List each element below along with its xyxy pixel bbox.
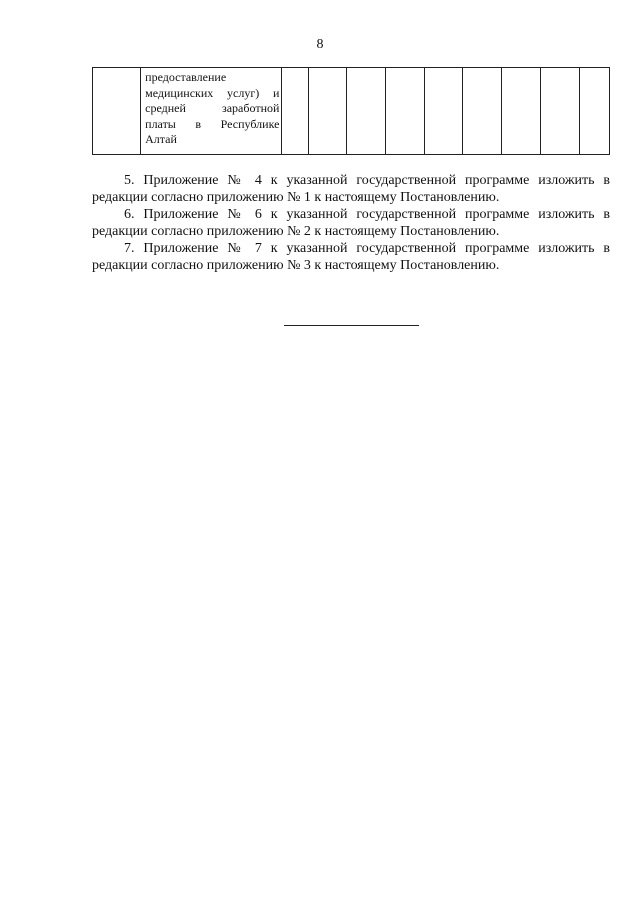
- table-cell-number: [93, 68, 141, 155]
- paragraph-line: 7. Приложение № 7 к указанной государственной программе изложить в: [124, 241, 610, 256]
- description-line: Алтай: [145, 132, 177, 146]
- description-line: платы в Республике: [145, 116, 280, 131]
- table-cell-empty: [347, 68, 386, 155]
- end-of-document-rule: [284, 325, 419, 326]
- paragraph-item-5: [92, 172, 610, 206]
- paragraph-line: 5. Приложение № 4 к указанной государственной программе изложить в: [124, 173, 610, 188]
- table-cell-empty: [424, 68, 463, 155]
- table-cell-empty: [502, 68, 541, 155]
- paragraph-line: 6. Приложение № 6 к указанной государственной программе изложить в: [124, 207, 610, 222]
- table-cell-empty: [540, 68, 579, 155]
- description-line: средней заработной: [145, 101, 280, 115]
- table-cell-description: [141, 68, 282, 155]
- table-cell-empty: [579, 68, 609, 155]
- table-cell-empty: [282, 68, 308, 155]
- table-row: [93, 68, 610, 155]
- paragraph-line: редакции согласно приложению № 1 к настоящему Постановлению.: [92, 190, 500, 205]
- table-cell-empty: [386, 68, 425, 155]
- paragraph-line: редакции согласно приложению № 3 к настоящему Постановлению.: [92, 258, 500, 273]
- paragraph-line: редакции согласно приложению № 2 к настоящему Постановлению.: [92, 224, 500, 239]
- table-cell-empty: [463, 68, 502, 155]
- continuation-table: [92, 67, 610, 155]
- body-text: [92, 172, 610, 274]
- description-line: медицинских услуг) и: [145, 85, 280, 100]
- paragraph-item-7: [92, 240, 610, 274]
- table-cell-empty: [308, 68, 347, 155]
- paragraph-item-6: [92, 206, 610, 240]
- page-number: 8: [316, 37, 324, 52]
- description-line: предоставление: [145, 70, 227, 84]
